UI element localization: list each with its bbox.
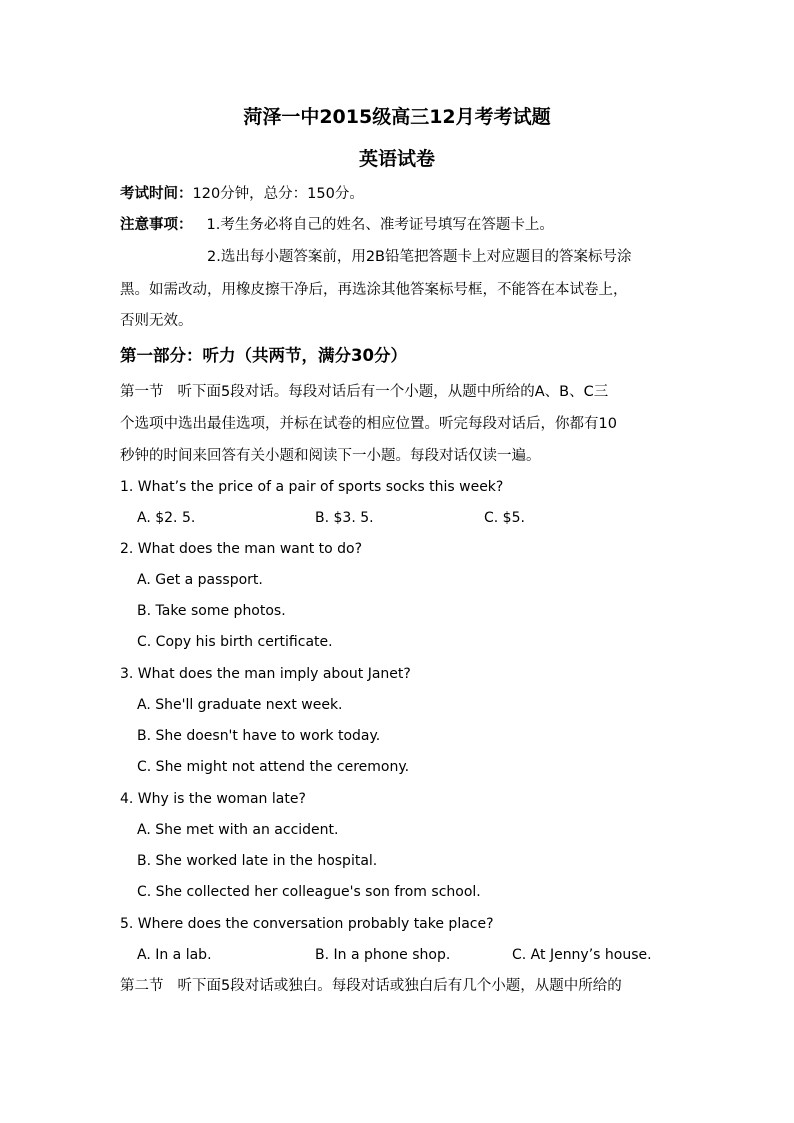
question-5-option-b: B. In a phone shop.	[315, 947, 451, 963]
question-1-stem: 1. What’s the price of a pair of sports socks this week?	[120, 479, 504, 495]
exam-time-line	[120, 184, 364, 204]
section2-text-1: 听下面5段对话或独白。每段对话或独白后有几个小题，从题中所给的	[177, 978, 622, 994]
exam-notes-label: 注意事项：	[120, 217, 193, 233]
section2-label: 第二节	[120, 978, 164, 994]
section1-line-2: 个选项中选出最佳选项，并标在试卷的相应位置。听完每段对话后，你都有10	[120, 416, 617, 432]
part1-heading: 第一部分：听力（共两节，满分30分）	[120, 346, 407, 365]
question-3-stem: 3. What does the man imply about Janet?	[120, 666, 411, 682]
exam-time-value: 120分钟，总分：150分。	[192, 186, 364, 202]
question-5-option-c: C. At Jenny’s house.	[512, 947, 652, 963]
question-1-option-b: B. $3. 5.	[315, 510, 374, 526]
question-3-option-a: A. She'll graduate next week.	[137, 697, 343, 713]
question-4-option-c: C. She collected her colleague's son from school.	[137, 884, 481, 900]
exam-time-label: 考试时间：	[120, 186, 193, 202]
exam-note-2-line-3: 否则无效。	[120, 313, 193, 329]
section1-line-3: 秒钟的时间来回答有关小题和阅读下一小题。每段对话仅读一遍。	[120, 448, 541, 464]
section1-line-1	[120, 382, 608, 402]
question-3-option-b: B. She doesn't have to work today.	[137, 728, 381, 744]
exam-note-2-line-2: 黑。如需改动，用橡皮擦干净后，再选涂其他答案标号框，不能答在本试卷上，	[120, 282, 628, 298]
exam-notes-line	[120, 215, 554, 235]
question-2-stem: 2. What does the man want to do?	[120, 541, 363, 557]
question-4-stem: 4. Why is the woman late?	[120, 791, 306, 807]
exam-note-2-line-1: 2.选出每小题答案前，用2B铅笔把答题卡上对应题目的答案标号涂	[207, 249, 632, 265]
question-4-option-b: B. She worked late in the hospital.	[137, 853, 378, 869]
question-1-option-a: A. $2. 5.	[137, 510, 196, 526]
section1-label: 第一节	[120, 384, 164, 400]
question-5-option-a: A. In a lab.	[137, 947, 212, 963]
section2-line-1	[120, 976, 622, 996]
exam-subtitle: 英语试卷	[358, 148, 435, 170]
question-5-stem: 5. Where does the conversation probably take place?	[120, 916, 494, 932]
question-2-option-a: A. Get a passport.	[137, 572, 263, 588]
question-2-option-b: B. Take some photos.	[137, 603, 286, 619]
section1-text-1: 听下面5段对话。每段对话后有一个小题，从题中所给的A、B、C三	[177, 384, 609, 400]
question-2-option-c: C. Copy his birth certificate.	[137, 634, 333, 650]
exam-title: 菏泽一中2015级高三12月考考试题	[243, 106, 551, 128]
question-1-option-c: C. $5.	[484, 510, 525, 526]
question-3-option-c: C. She might not attend the ceremony.	[137, 759, 410, 775]
question-4-option-a: A. She met with an accident.	[137, 822, 339, 838]
exam-note-1: 1.考生务必将自己的姓名、准考证号填写在答题卡上。	[206, 217, 554, 233]
